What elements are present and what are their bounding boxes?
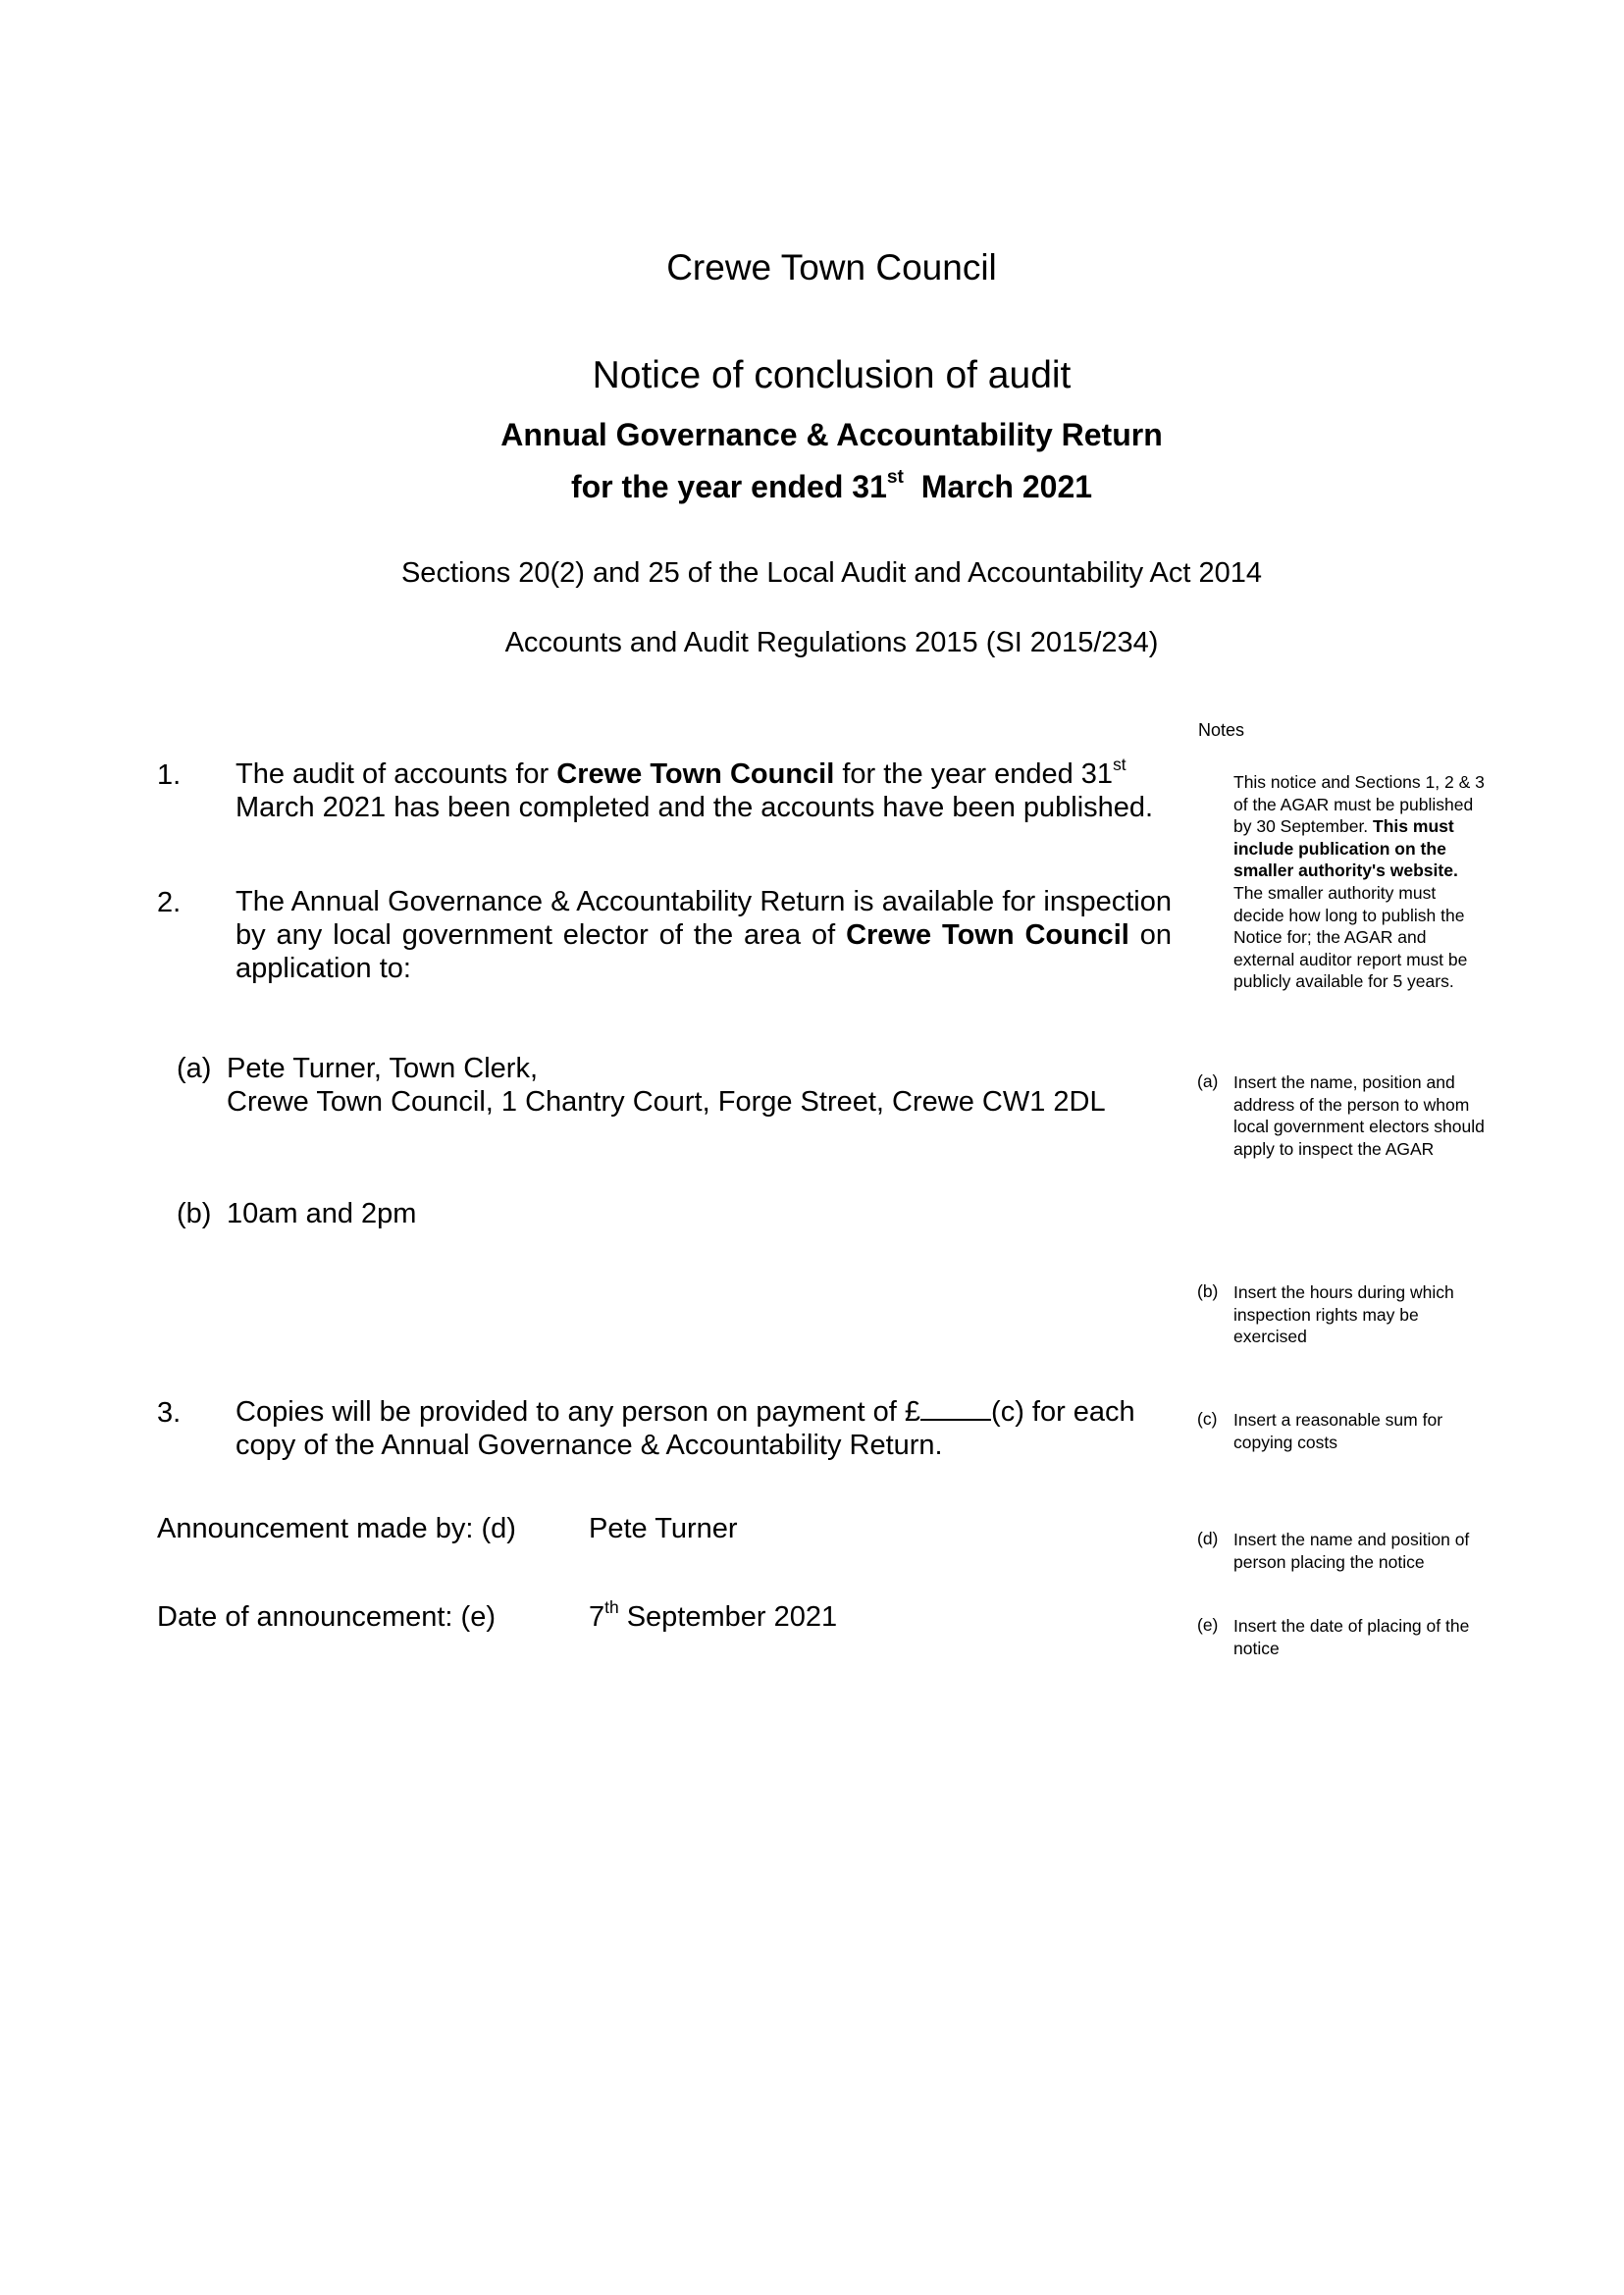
item-1-text [236, 754, 1178, 824]
item-1-pre: The audit of accounts for [236, 758, 557, 790]
note-a-line: local government electors should [1233, 1117, 1485, 1137]
note-c-line: copying costs [1233, 1432, 1338, 1452]
note-c [1233, 1409, 1547, 1453]
main-note-line [1233, 794, 1528, 816]
item-2-pre: The Annual Governance & Accountability Return is available for inspection by any local government elector of the area of [236, 886, 1172, 951]
note-d-letter: (d) [1197, 1529, 1219, 1548]
item-1-number: 1. [157, 759, 182, 791]
notes-heading: Notes [1198, 720, 1245, 740]
year-prefix: for the year ended 31 [570, 469, 887, 504]
note-c-line: Insert a reasonable sum for [1233, 1410, 1443, 1430]
main-note-part: smaller authority's website. [1233, 861, 1458, 881]
item-3-number: 3. [157, 1397, 182, 1429]
item-b-letter: (b) [177, 1198, 212, 1229]
main-note-part: This must [1373, 816, 1454, 837]
item-a-letter: (a) [177, 1053, 212, 1084]
main-note-part: of the AGAR must be published [1233, 794, 1474, 814]
item-b-text: 10am and 2pm [227, 1198, 417, 1229]
main-note-part: publicly available for 5 years. [1233, 971, 1454, 992]
item-a-line-1: Pete Turner, Town Clerk, [227, 1053, 539, 1084]
note-a-line: Insert the name, position and [1233, 1072, 1455, 1092]
main-note-part: decide how long to publish the [1233, 905, 1465, 925]
item-3-line-2: copy of the Annual Governance & Accountability Return. [236, 1430, 943, 1461]
item-2-number: 2. [157, 887, 182, 918]
item-a-line-2: Crewe Town Council, 1 Chantry Court, Forge Street, Crewe CW1 2DL [227, 1086, 1106, 1118]
note-a-line: apply to inspect the AGAR [1233, 1138, 1435, 1159]
item-1-sup: st [1113, 754, 1126, 774]
main-note-part: external auditor report must be [1233, 949, 1468, 969]
year-ended-line [0, 469, 1624, 505]
main-note-line [1233, 905, 1528, 927]
council-name: Crewe Town Council [666, 247, 997, 287]
sections-line: Sections 20(2) and 25 of the Local Audit and Accountability Act 2014 [400, 557, 1263, 589]
note-d-line: person placing the notice [1233, 1551, 1425, 1572]
note-b [1233, 1281, 1547, 1348]
item-2-text [236, 885, 1172, 985]
note-d [1233, 1529, 1547, 1573]
main-note-part: include publication on the [1233, 838, 1446, 859]
note-e-line: notice [1233, 1638, 1280, 1658]
agar-title: Annual Governance & Accountability Return [500, 417, 1163, 452]
main-note-part: The smaller authority must [1233, 882, 1437, 903]
announcement-label: Announcement made by: (d) [157, 1513, 516, 1544]
item-1-line-1 [236, 754, 1178, 791]
fee-blank [920, 1397, 991, 1421]
note-d-line: Insert the name and position of [1233, 1530, 1470, 1549]
note-c-letter: (c) [1197, 1409, 1218, 1429]
item-3-text [236, 1395, 1178, 1462]
main-note-line [1233, 815, 1528, 838]
main-note-line [1233, 970, 1528, 993]
note-e-letter: (e) [1197, 1615, 1219, 1635]
note-b-letter: (b) [1197, 1281, 1219, 1301]
main-note-line [1233, 771, 1528, 794]
regulations-line: Accounts and Audit Regulations 2015 (SI 2015/234) [504, 627, 1159, 658]
date-value [589, 1596, 838, 1634]
item-1-council: Crewe Town Council [556, 758, 835, 790]
item-1-post: for the year ended 31 [834, 758, 1114, 790]
note-a [1233, 1071, 1547, 1160]
note-b-line: inspection rights may be [1233, 1304, 1419, 1325]
item-3-line-1 [236, 1395, 1178, 1429]
main-note-line [1233, 926, 1528, 949]
main-note [1233, 771, 1528, 993]
date-sup: th [604, 1596, 619, 1617]
main-note-line [1233, 949, 1528, 971]
item-2-post: on application to: [236, 919, 1172, 984]
notice-title: Notice of conclusion of audit [592, 354, 1072, 396]
item-a-text [227, 1052, 1169, 1119]
main-note-line [1233, 882, 1528, 905]
note-b-line: exercised [1233, 1327, 1307, 1347]
date-label: Date of announcement: (e) [157, 1601, 496, 1633]
date-day: 7 [589, 1601, 605, 1633]
year-suffix: March 2021 [903, 469, 1093, 504]
main-note-line [1233, 860, 1528, 882]
main-note-part: Notice for; the AGAR and [1233, 927, 1427, 948]
announcement-value: Pete Turner [589, 1513, 738, 1544]
item-1-line-2: March 2021 has been completed and the accounts have been published. [236, 792, 1154, 823]
main-note-line [1233, 838, 1528, 861]
item-3-pre: Copies will be provided to any person on payment of £ [236, 1396, 921, 1428]
note-a-line: address of the person to whom [1233, 1094, 1470, 1115]
item-3-post: (c) for each [991, 1396, 1135, 1428]
note-b-line: Insert the hours during which [1233, 1282, 1454, 1302]
year-sup: st [886, 467, 904, 489]
note-a-letter: (a) [1197, 1071, 1219, 1091]
note-e-line: Insert the date of placing of the [1233, 1616, 1470, 1636]
date-rest: September 2021 [618, 1601, 838, 1633]
note-e [1233, 1615, 1547, 1659]
main-note-part: This notice and Sections 1, 2 & 3 [1233, 772, 1485, 792]
main-note-part: by 30 September. [1233, 816, 1374, 837]
item-2-council: Crewe Town Council [846, 919, 1129, 951]
